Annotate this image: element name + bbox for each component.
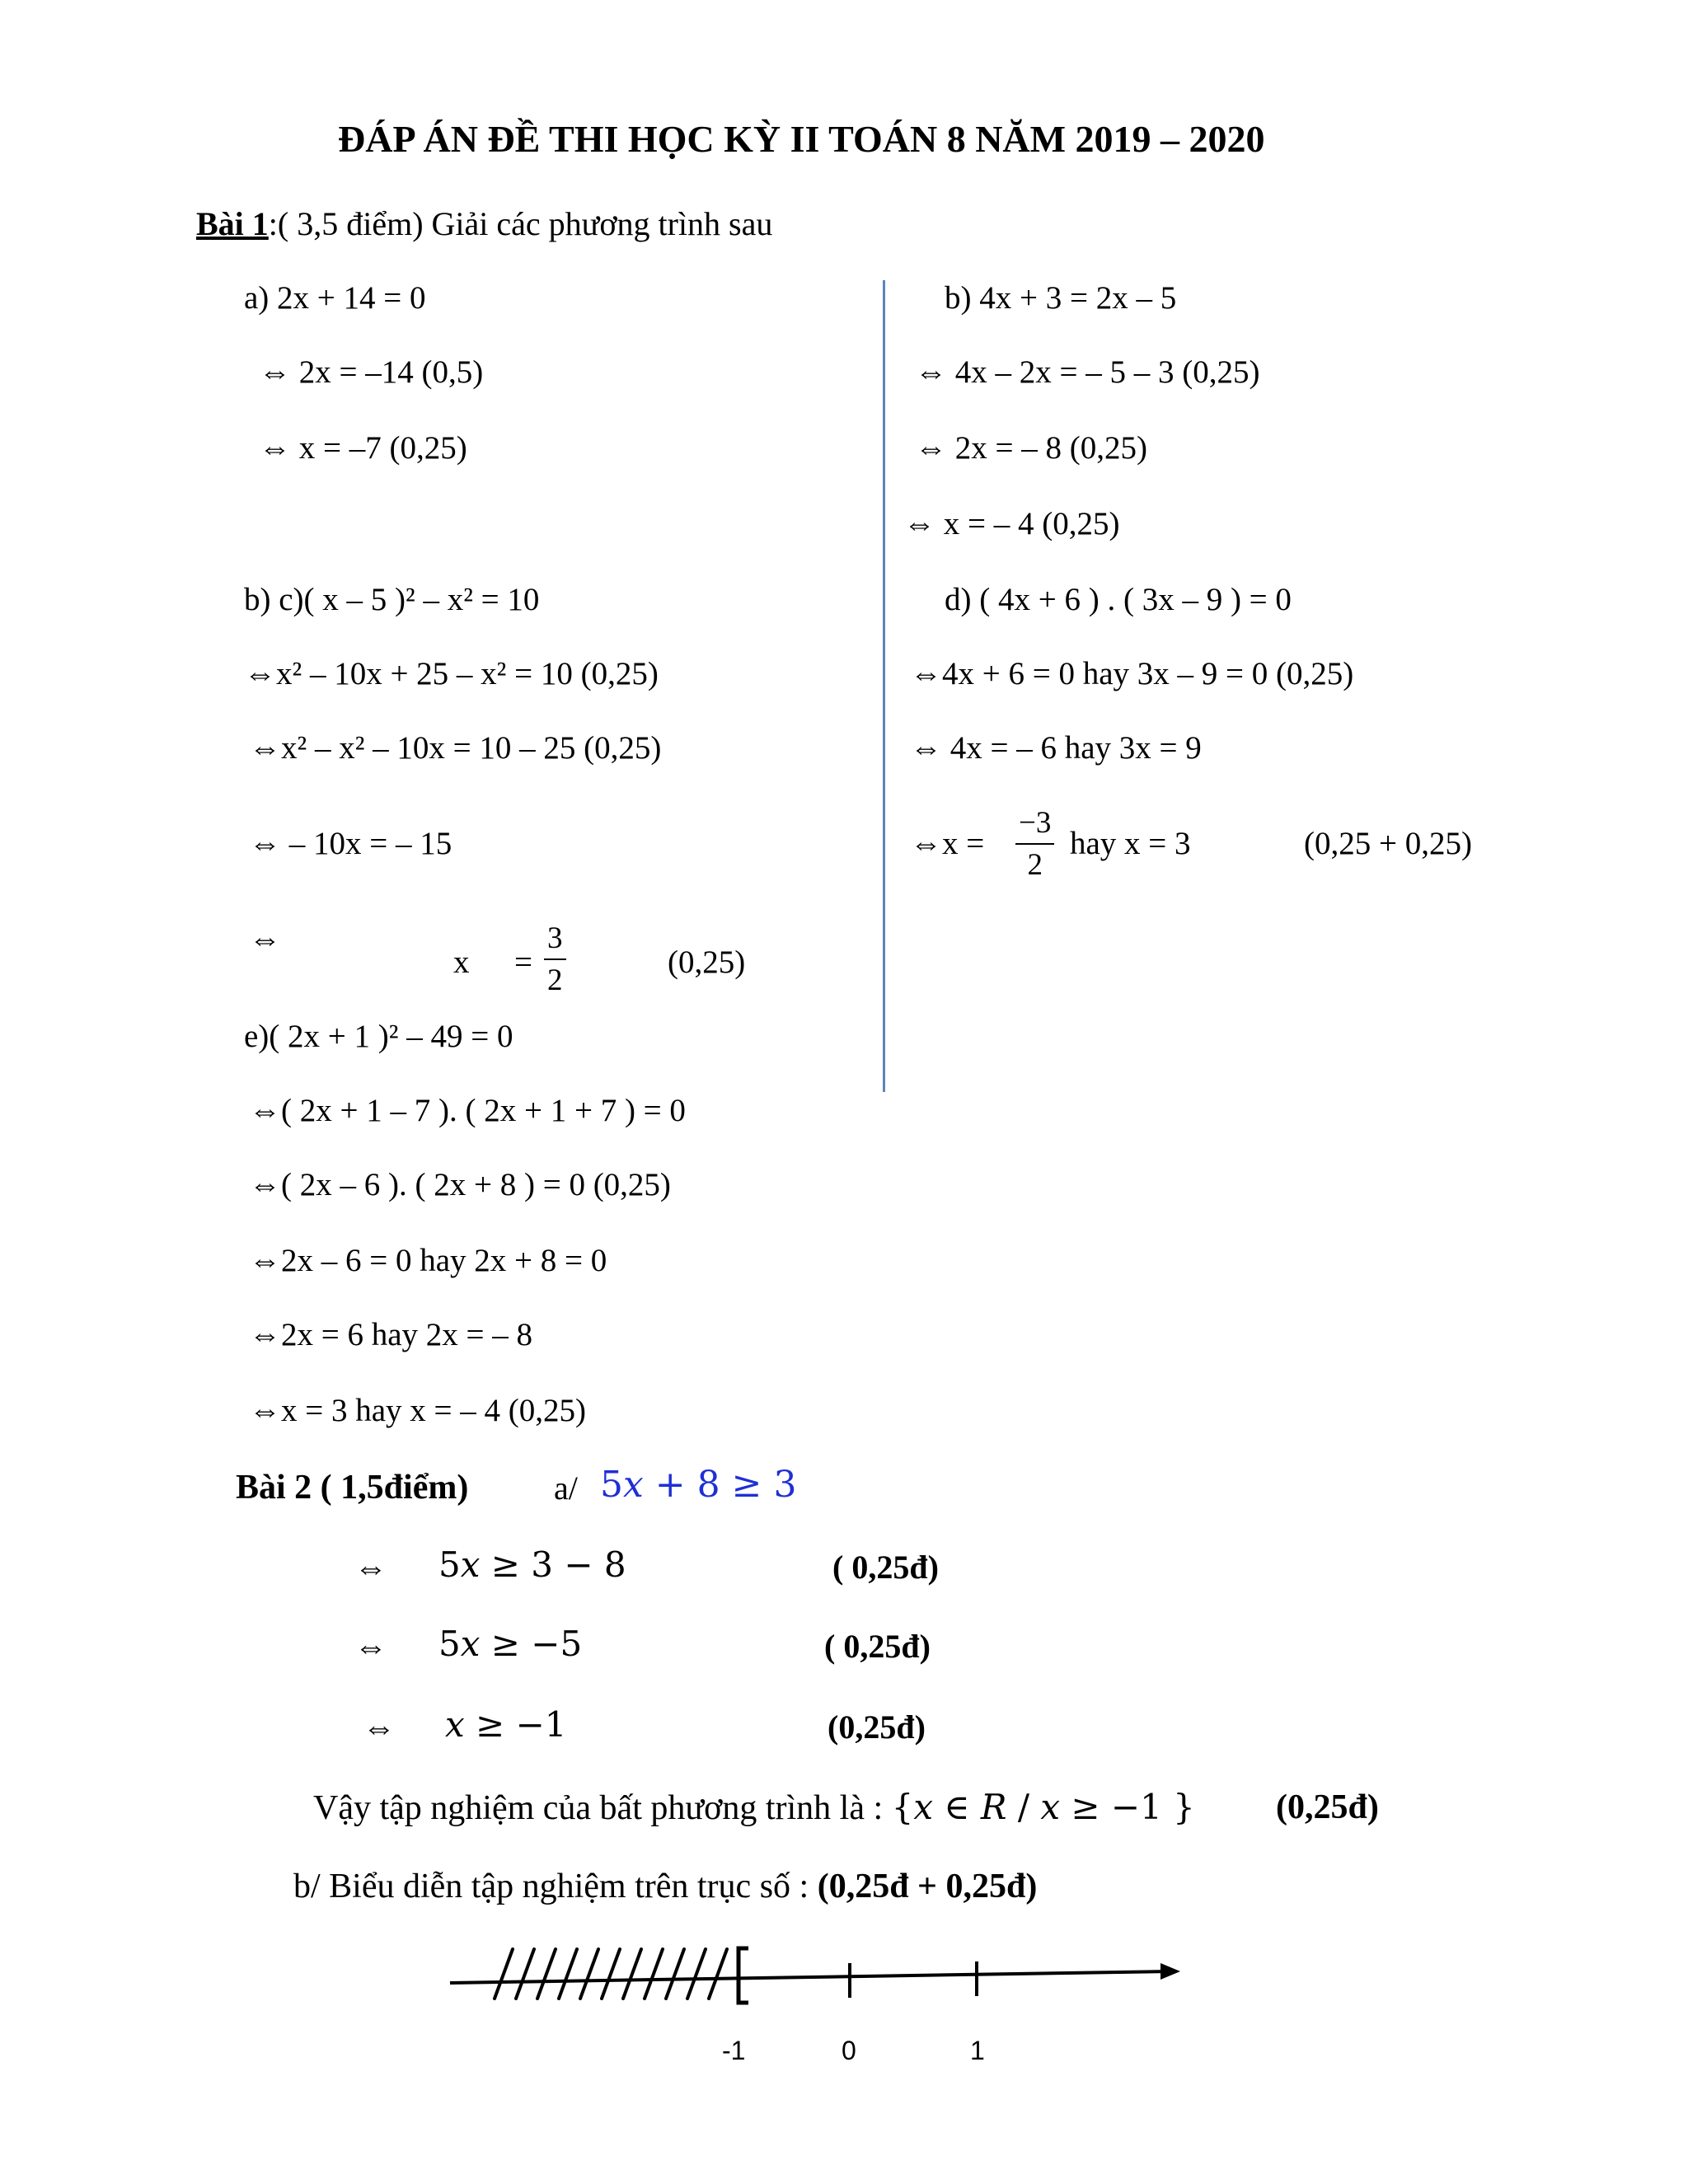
solution-d-score: (0,25 + 0,25) [1304, 826, 1472, 861]
solution-a-line: a) 2x + 14 = 0 [244, 280, 426, 316]
solution-d-line: ⇔x = [910, 826, 985, 861]
inequality-step: 𝑥 ≥ −1 [445, 1704, 567, 1745]
solution-a-line: ⇔ 2x = –14 (0,5) [259, 354, 484, 390]
exercise-2a-prefix: a/ [554, 1469, 578, 1507]
fraction-denominator: 2 [1027, 848, 1043, 882]
tick-label: 0 [842, 2036, 856, 2065]
fraction-numerator: 3 [547, 921, 563, 955]
equivalence-symbol: ⇔ [363, 1708, 396, 1746]
solution-c-score: (0,25) [668, 944, 746, 980]
number-line-caption-text: b/ Biểu diễn tập nghiệm trên trục số : [293, 1868, 818, 1905]
step-score: ( 0,25đ) [832, 1549, 939, 1586]
number-line-hatching [495, 1949, 727, 1999]
exercise-2-label: Bài 2 ( 1,5điểm) [236, 1469, 469, 1507]
closed-bracket-at-neg-one [738, 1948, 748, 2003]
page-title: ĐÁP ÁN ĐỀ THI HỌC KỲ II TOÁN 8 NĂM 2019 – 2020 [338, 118, 1265, 160]
exercise-2a-inequality: 5𝑥 + 8 ≥ 3 [600, 1464, 797, 1506]
inequality-step: 5𝑥 ≥ 3 − 8 [438, 1544, 626, 1585]
solution-c-x: x [453, 944, 470, 980]
solution-c-line: ⇔x² – x² – 10x = 10 – 25 (0,25) [249, 730, 662, 766]
solution-c-line: ⇔ [249, 921, 281, 957]
solution-b-line: b) 4x + 3 = 2x – 5 [945, 280, 1177, 316]
solution-e-line: ⇔2x – 6 = 0 hay 2x + 8 = 0 [249, 1243, 607, 1278]
exercise-1-intro: :( 3,5 điểm) Giải các phương trình sau [268, 205, 773, 242]
conclusion-text: Vậy tập nghiệm của bất phương trình là : [313, 1789, 892, 1827]
solution-c-line: ⇔ – 10x = – 15 [249, 826, 452, 861]
solution-c-line: ⇔x² – 10x + 25 – x² = 10 (0,25) [244, 656, 659, 691]
equivalence-symbol: ⇔ [354, 1628, 387, 1665]
fraction-denominator: 2 [547, 963, 563, 997]
equivalence-symbol: ⇔ [354, 1549, 387, 1586]
step-score: ( 0,25đ) [824, 1628, 931, 1665]
solution-b-line: ⇔ 4x – 2x = – 5 – 3 (0,25) [915, 354, 1260, 390]
number-line-axis [450, 1971, 1170, 1983]
conclusion-score: (0,25đ) [1276, 1788, 1379, 1826]
number-line-score: (0,25đ + 0,25đ) [817, 1868, 1038, 1905]
solution-d-line: hay x = 3 [1070, 826, 1191, 861]
step-score: (0,25đ) [828, 1708, 926, 1746]
solution-e-line: ⇔2x = 6 hay 2x = – 8 [249, 1317, 533, 1352]
solution-d-line: d) ( 4x + 6 ) . ( 3x – 9 ) = 0 [945, 582, 1292, 617]
solution-b-line: ⇔ x = – 4 (0,25) [903, 506, 1120, 541]
solution-c-line: b) c)( x – 5 )² – x² = 10 [244, 582, 540, 617]
solution-d-line: ⇔4x + 6 = 0 hay 3x – 9 = 0 (0,25) [910, 656, 1354, 691]
solution-e-line: e)( 2x + 1 )² – 49 = 0 [244, 1019, 513, 1054]
inequality-step: 5𝑥 ≥ −5 [438, 1624, 583, 1664]
tick-label: 1 [970, 2036, 985, 2065]
solution-set: {𝑥 ∈ 𝑅 / 𝑥 ≥ −1 } [891, 1787, 1195, 1827]
solution-b-line: ⇔ 2x = – 8 (0,25) [915, 430, 1147, 466]
solution-e-line: ⇔x = 3 hay x = – 4 (0,25) [249, 1393, 587, 1428]
fraction-numerator: −3 [1019, 806, 1052, 840]
solution-e-line: ⇔( 2x – 6 ). ( 2x + 8 ) = 0 (0,25) [249, 1167, 671, 1202]
solution-a-line: ⇔ x = –7 (0,25) [259, 430, 467, 466]
solution-c-equals: = [514, 944, 532, 980]
solution-e-line: ⇔( 2x + 1 – 7 ). ( 2x + 1 + 7 ) = 0 [249, 1093, 686, 1128]
solution-d-line: ⇔ 4x = – 6 hay 3x = 9 [910, 730, 1202, 766]
number-line-arrow [1160, 1963, 1180, 1980]
tick-label: -1 [722, 2036, 746, 2065]
exercise-1-label: Bài 1 [196, 205, 269, 242]
